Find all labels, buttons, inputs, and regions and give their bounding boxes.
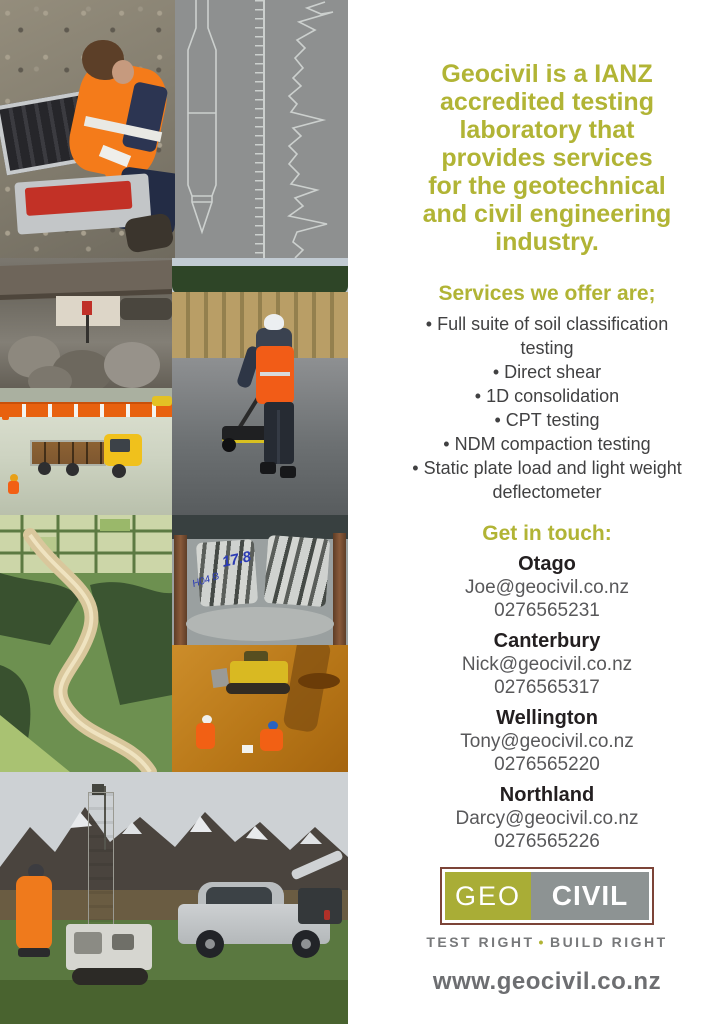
office-contacts (378, 552, 716, 853)
photo-collage (0, 0, 348, 1024)
bullet-icon: • (494, 410, 501, 430)
headline-line: industry. (495, 228, 599, 256)
service-item-label: CPT testing (505, 410, 600, 430)
worker-hiviz (8, 481, 19, 494)
gpr-wheel (222, 438, 236, 452)
office-region: Otago (518, 553, 576, 575)
driller-hiviz-suit (16, 876, 52, 950)
services-heading: Services we offer are; (438, 282, 656, 305)
headline (378, 60, 716, 256)
office-phone-link[interactable]: 0276565226 (494, 831, 600, 852)
get-in-touch-heading: Get in touch: (482, 522, 612, 545)
rusty-rod (174, 535, 187, 645)
surveyor-hard-hat (264, 314, 284, 330)
tagline-right: BUILD RIGHT (549, 934, 668, 950)
headline-line: provides services (441, 144, 653, 172)
rock (28, 366, 72, 388)
truck-cab (104, 434, 142, 466)
bullet-icon: • (492, 362, 500, 382)
red-instrument (25, 181, 133, 216)
surveyor-boot (280, 466, 296, 478)
ute-canopy-interior (298, 888, 342, 924)
flyer-text-column (378, 0, 716, 996)
service-item (406, 384, 688, 408)
tagline-left: TEST RIGHT (426, 934, 535, 950)
photo-drill-rig-site (0, 772, 348, 1024)
wheel-hub (301, 939, 311, 949)
tagline-dot-icon: • (538, 934, 546, 950)
office-phone-link[interactable]: 0276565317 (494, 677, 600, 698)
office-region: Canterbury (493, 630, 601, 652)
bullet-icon: • (412, 458, 419, 478)
website-link[interactable]: www.geocivil.co.nz (432, 968, 662, 995)
traffic-cone (2, 410, 9, 420)
office-email-link[interactable]: Nick@geocivil.co.nz (461, 654, 633, 675)
bullet-icon: • (474, 386, 482, 406)
photo-gpr-quarry (172, 258, 348, 515)
services-list (378, 312, 716, 504)
worker-hiviz (196, 723, 215, 749)
field-sheet (242, 745, 253, 753)
surveyor-boot (260, 462, 276, 474)
office-phone-link[interactable]: 0276565220 (494, 754, 600, 775)
ute-wheel (292, 930, 320, 958)
surveyor-hiviz-vest (256, 346, 294, 404)
dark-bench-top (172, 515, 348, 539)
service-item-label: Direct shear (504, 362, 602, 382)
office-northland (378, 783, 716, 853)
technician-face (112, 60, 134, 84)
brand-block (378, 867, 716, 996)
drill-rig-tracks (72, 968, 148, 985)
photo-field-technician (0, 0, 175, 258)
service-item (406, 360, 688, 384)
core-depth-label: 17.8 (220, 548, 253, 571)
service-item-label: NDM compaction testing (454, 434, 651, 454)
photo-dozer-earthworks (172, 645, 348, 772)
brand-tagline (426, 934, 667, 950)
spoil-heap (298, 673, 340, 689)
digger-glimpse (152, 396, 172, 406)
aerial-earthworks-graphic (0, 515, 172, 772)
dozer-tracks (226, 683, 290, 694)
test-rod (86, 315, 89, 343)
photo-under-structure (0, 258, 172, 388)
ute-taillight (324, 910, 330, 920)
office-otago (378, 552, 716, 622)
asphalt-strip (0, 388, 172, 402)
headline-line: and civil engineering (422, 200, 672, 228)
depth-scale-line (263, 0, 265, 258)
truck-window (110, 439, 130, 452)
drill-rig-body (66, 924, 152, 970)
photo-truck-roadworks (0, 388, 172, 515)
rock (104, 342, 160, 388)
machine-track (120, 298, 172, 320)
service-item (406, 456, 688, 504)
headline-line: Geocivil is a IANZ (441, 60, 653, 88)
red-test-instrument (82, 301, 92, 315)
tester-plate (186, 607, 334, 641)
service-item (406, 312, 688, 360)
photo-aerial-earthworks (0, 515, 172, 772)
forest-ridge (172, 266, 348, 294)
office-canterbury (378, 629, 716, 699)
geocivil-logo (440, 867, 654, 925)
wheel-hub (205, 939, 215, 949)
orange-barriers (0, 402, 172, 417)
service-item-label: Full suite of soil classification testing (437, 314, 669, 358)
headline-line: for the geotechnical (428, 172, 666, 200)
worker-hiviz (260, 729, 283, 751)
office-region: Wellington (496, 707, 598, 729)
mountain-backdrop (0, 772, 348, 1024)
dozer-body (230, 661, 288, 685)
logo-geo-cell: GEO (445, 872, 531, 920)
headline-line: laboratory that (459, 116, 635, 144)
ute-wheel (196, 930, 224, 958)
cpt-trace-line (289, 2, 333, 258)
rig-engine-panel (74, 932, 102, 954)
drill-rig-mast (88, 792, 114, 944)
bullet-icon: • (425, 314, 433, 334)
service-item (406, 408, 688, 432)
office-email-link[interactable]: Darcy@geocivil.co.nz (455, 808, 639, 829)
truck-wheel (66, 463, 79, 476)
office-phone-link[interactable]: 0276565231 (494, 600, 600, 621)
office-email-link[interactable]: Joe@geocivil.co.nz (465, 577, 629, 598)
core-half-right (264, 535, 331, 607)
reflective-stripe (260, 372, 290, 376)
bullet-icon: • (443, 434, 450, 454)
logo-civil-cell: CIVIL (531, 872, 649, 920)
headline-line: accredited testing (440, 88, 654, 116)
service-item-label: Static plate load and light weight deflectometer (423, 458, 682, 502)
ute-window (206, 887, 272, 905)
cpt-diagram-panel (175, 0, 348, 258)
leg-gap (277, 410, 280, 464)
service-item-label: 1D consolidation (486, 386, 620, 406)
core-id-label: H04 B (190, 570, 221, 591)
rig-control-panel (112, 934, 134, 950)
rusty-rod (333, 533, 346, 645)
office-wellington (378, 706, 716, 776)
office-region: Northland (499, 784, 595, 806)
service-item (406, 432, 688, 456)
driller-boots (18, 948, 50, 957)
surveyor-pants (264, 402, 294, 464)
steel-beam (0, 260, 172, 300)
office-email-link[interactable]: Tony@geocivil.co.nz (460, 731, 634, 752)
truck-wheel (38, 462, 51, 475)
truck-wheel (112, 464, 126, 478)
photo-rock-core (172, 515, 348, 645)
